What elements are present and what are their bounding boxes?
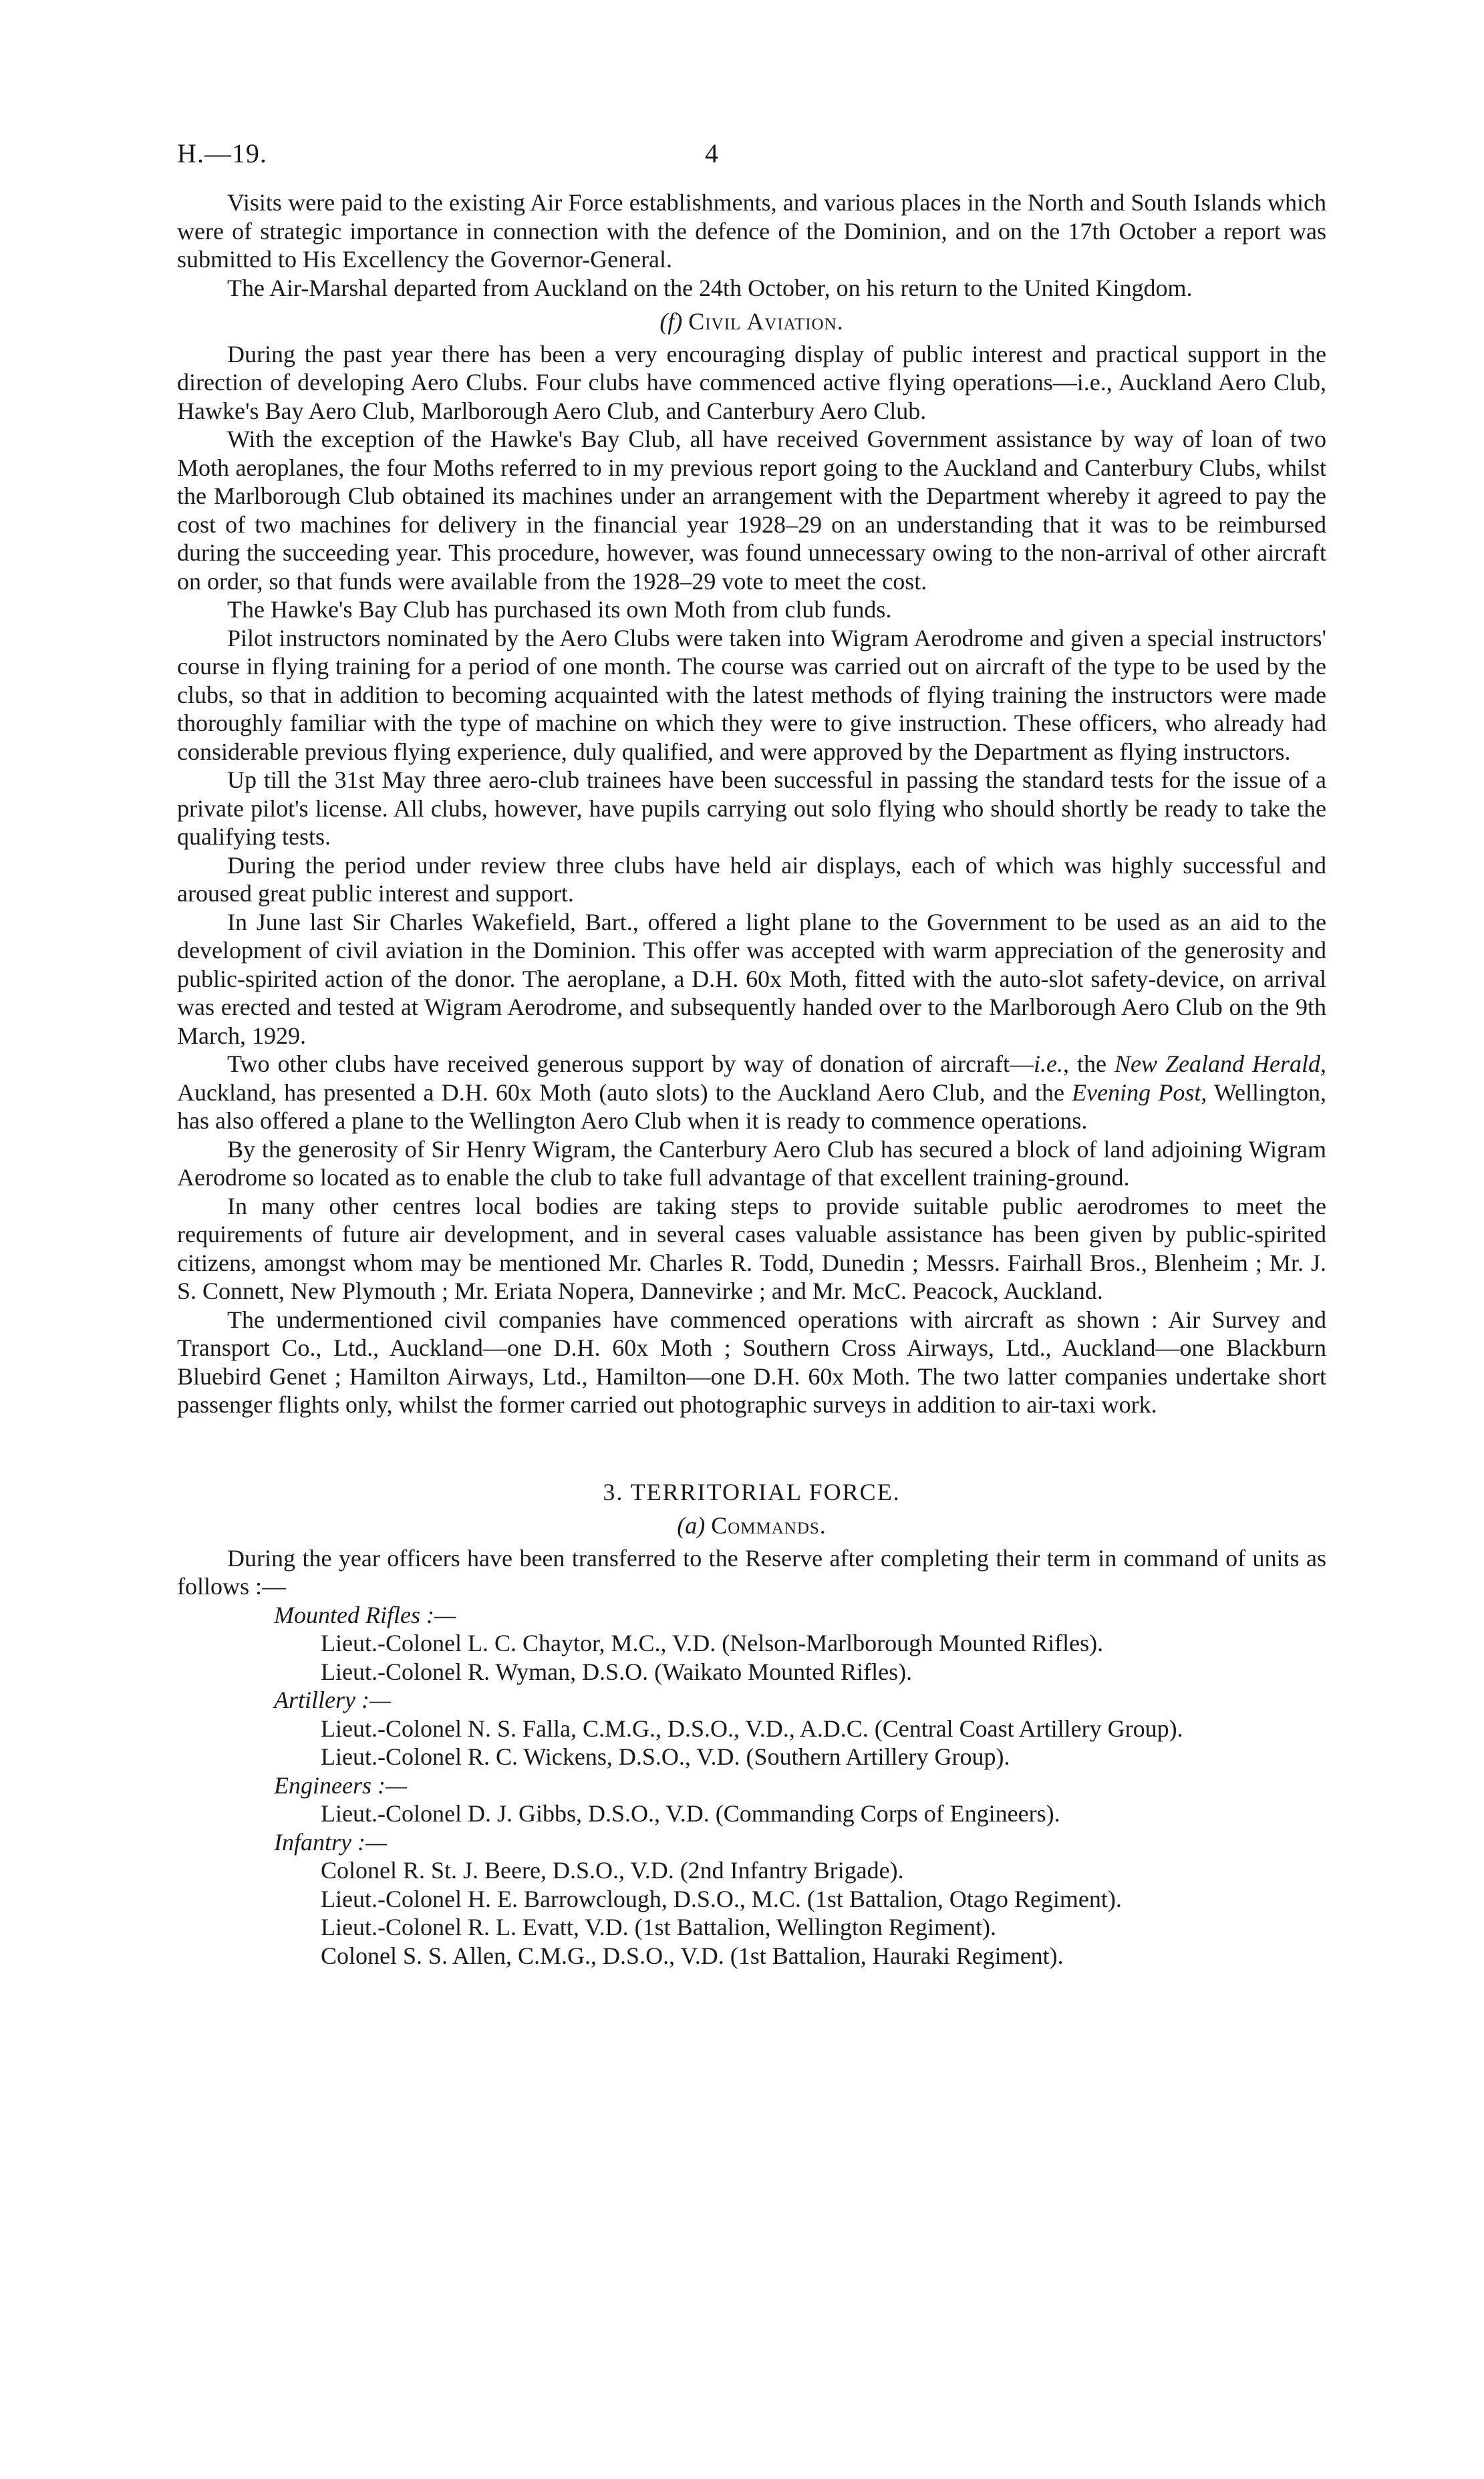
paragraph: By the generosity of Sir Henry Wigram, the Canterbury Aero Club has secured a block of land adjoining Wigram Aerodrome so located as to enable the club to take full advantage of that excellent training-ground.	[177, 1135, 1326, 1191]
officer-entry: Lieut.-Colonel L. C. Chaytor, M.C., V.D. (Nelson-Marlborough Mounted Rifles).	[321, 1630, 1104, 1656]
heading-letter: (a)	[677, 1512, 706, 1539]
officer-entry: Lieut.-Colonel R. Wyman, D.S.O. (Waikato Mounted Rifles).	[321, 1658, 913, 1685]
paragraph-donation: Two other clubs have received generous support by way of donation of aircraft—i.e., the New Zealand Herald, Auckland, has presented a D.H. 60x Moth (auto slots) to the Auckland Aero Club, and the Evening Post, Wellington, has also offered a plane to the Wellington Aero Club when it is ready to commence operations.	[177, 1050, 1326, 1134]
heading-letter: (f)	[659, 308, 683, 335]
heading-title: Commands.	[711, 1512, 827, 1539]
heading-title: Civil Aviation.	[688, 308, 844, 335]
civil-aviation-heading	[177, 307, 1326, 336]
paragraph: Pilot instructors nominated by the Aero Clubs were taken into Wigram Aerodrome and given a special instructors' course in flying training for a period of one month. The course was carried out on aircraft of the type to be used by the clubs, so that in addition to becoming acquainted with the latest methods of flying training the instructors were made thoroughly familiar with the type of machine on which they were to give instruction. These officers, who already had considerable previous flying experience, duly qualified, and were approved by the Department as flying instructors.	[177, 624, 1326, 765]
paragraph: The undermentioned civil companies have commenced operations with aircraft as shown : Air Survey and Transport Co., Ltd., Auckland—one D.H. 60x Moth ; Southern Cross Airways, Ltd., Auckland—one Blackburn Bluebird Genet ; Hamilton Airways, Ltd., Hamilton—one D.H. 60x Moth. The two latter companies undertake short passenger flights only, whilst the former carried out photographic surveys in addition to air-taxi work.	[177, 1306, 1326, 1418]
group-name: Infantry :—	[274, 1828, 387, 1856]
group-name: Artillery :—	[274, 1687, 391, 1713]
section-spacer	[177, 1419, 1326, 1478]
command-group-engineers	[177, 1771, 1326, 1828]
paragraph: With the exception of the Hawke's Bay Club, all have received Government assistance by way of loan of two Moth aeroplanes, the four Moths referred to in my previous report going to the Auckland and Canterbury Clubs, whilst the Marlborough Club obtained its machines under an arrangement with the Department whereby it agreed to pay the cost of two machines for delivery in the financial year 1928–29 on an understanding that it was to be reimbursed during the succeeding year. This procedure, however, was found unnecessary owing to the non-arrival of other aircraft on order, so that funds were available from the 1928–29 vote to meet the cost.	[177, 426, 1326, 595]
officer-entry: Lieut.-Colonel H. E. Barrowclough, D.S.O., M.C. (1st Battalion, Otago Regiment).	[321, 1885, 1122, 1912]
paragraph: The Hawke's Bay Club has purchased its own Moth from club funds.	[227, 596, 892, 623]
paragraph: Up till the 31st May three aero-club trainees have been successful in passing the standard tests for the issue of a private pilot's license. All clubs, however, have pupils carrying out solo flying who should shortly be ready to take the qualifying tests.	[177, 766, 1326, 850]
group-name: Mounted Rifles :—	[274, 1601, 456, 1628]
commands-heading	[177, 1511, 1326, 1540]
command-group-infantry	[177, 1828, 1326, 1971]
paragraph: Visits were paid to the existing Air Force establishments, and various places in the North and South Islands which were of strategic importance in connection with the defence of the Dominion, and on the 17th October a report was submitted to His Excellency the Governor-General.	[177, 189, 1326, 273]
territorial-force-heading: 3. TERRITORIAL FORCE.	[603, 1478, 901, 1505]
paragraph: In many other centres local bodies are taking steps to provide suitable public aerodromes to meet the requirements of future air development, and in several cases valuable assistance has been given by public-spirited citizens, amongst whom may be mentioned Mr. Charles R. Todd, Dunedin ; Messrs. Fairhall Bros., Blenheim ; Mr. J. S. Connett, New Plymouth ; Mr. Eriata Nopera, Dannevirke ; and Mr. McC. Peacock, Auckland.	[177, 1192, 1326, 1304]
page-number: 4	[705, 138, 718, 168]
officer-entry: Lieut.-Colonel N. S. Falla, C.M.G., D.S.O., V.D., A.D.C. (Central Coast Artillery Group).	[321, 1715, 1183, 1742]
command-group-artillery	[177, 1686, 1326, 1771]
officer-entry: Lieut.-Colonel R. C. Wickens, D.S.O., V.D. (Southern Artillery Group).	[321, 1743, 1010, 1770]
paragraph: The Air-Marshal departed from Auckland on the 24th October, on his return to the United Kingdom.	[227, 274, 1193, 301]
command-group-mounted-rifles	[177, 1601, 1326, 1687]
document-body	[177, 188, 1326, 1970]
commands-intro: During the year officers have been transferred to the Reserve after completing their term in command of units as follows :—	[177, 1544, 1326, 1600]
officer-entry: Lieut.-Colonel R. L. Evatt, V.D. (1st Battalion, Wellington Regiment).	[321, 1914, 997, 1940]
paragraph: During the period under review three clubs have held air displays, each of which was highly successful and aroused great public interest and support.	[177, 851, 1326, 907]
document-reference: H.—19.	[177, 138, 267, 168]
paragraph: In June last Sir Charles Wakefield, Bart., offered a light plane to the Government to be used as an aid to the development of civil aviation in the Dominion. This offer was accepted with warm appreciation of the generosity and public-spirited action of the donor. The aeroplane, a D.H. 60x Moth, fitted with the auto-slot safety-device, on arrival was erected and tested at Wigram Aerodrome, and subsequently handed over to the Marlborough Aero Club on the 9th March, 1929.	[177, 908, 1326, 1049]
paragraph: During the past year there has been a very encouraging display of public interest and practical support in the direction of developing Aero Clubs. Four clubs have commenced active flying operations—i.e., Auckland Aero Club, Hawke's Bay Aero Club, Marlborough Aero Club, and Canterbury Aero Club.	[177, 340, 1326, 424]
group-name: Engineers :—	[274, 1771, 407, 1799]
officer-entry: Colonel R. St. J. Beere, D.S.O., V.D. (2nd Infantry Brigade).	[321, 1857, 904, 1884]
officer-entry: Lieut.-Colonel D. J. Gibbs, D.S.O., V.D. (Commanding Corps of Engineers).	[321, 1800, 1060, 1827]
page-header	[177, 138, 1326, 178]
officer-entry: Colonel S. S. Allen, C.M.G., D.S.O., V.D. (1st Battalion, Hauraki Regiment).	[321, 1942, 1064, 1969]
